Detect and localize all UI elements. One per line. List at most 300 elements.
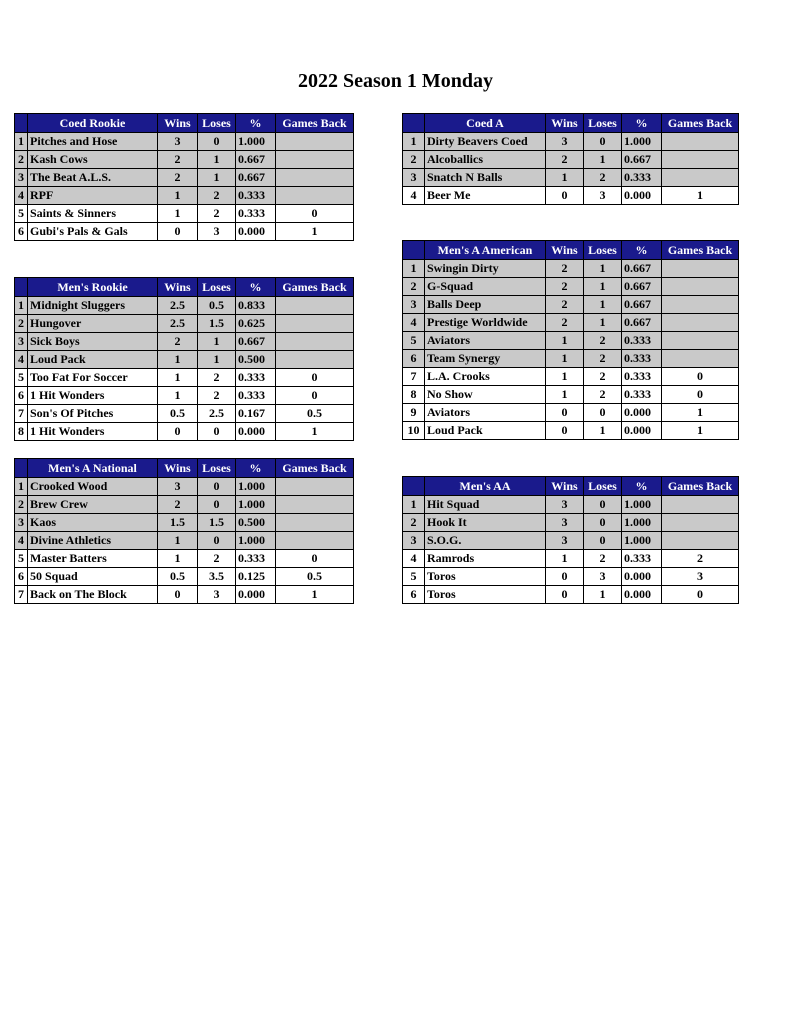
- wins-cell: 1: [546, 169, 584, 187]
- team-name-cell: Back on The Block: [28, 586, 158, 604]
- table-row: [403, 151, 739, 169]
- header-games-back: Games Back: [662, 477, 739, 496]
- table-row: [15, 496, 354, 514]
- rank-cell: 4: [403, 550, 425, 568]
- games-back-cell: [276, 315, 354, 333]
- loses-cell: 2: [584, 386, 622, 404]
- rank-cell: 4: [403, 187, 425, 205]
- wins-cell: 2: [546, 260, 584, 278]
- rank-cell: 6: [15, 387, 28, 405]
- rank-cell: 3: [15, 333, 28, 351]
- team-name-cell: Midnight Sluggers: [28, 297, 158, 315]
- pct-cell: 0.000: [236, 423, 276, 441]
- table-row: [403, 422, 739, 440]
- wins-cell: 2.5: [158, 297, 198, 315]
- loses-cell: 2: [584, 550, 622, 568]
- rank-cell: 5: [403, 568, 425, 586]
- wins-cell: 2: [158, 333, 198, 351]
- rank-cell: 5: [15, 550, 28, 568]
- team-name-cell: Snatch N Balls: [425, 169, 546, 187]
- wins-cell: 1: [158, 532, 198, 550]
- pct-cell: 0.667: [622, 314, 662, 332]
- games-back-cell: 0: [276, 550, 354, 568]
- wins-cell: 3: [158, 478, 198, 496]
- loses-cell: 1: [198, 333, 236, 351]
- team-name-cell: 1 Hit Wonders: [28, 387, 158, 405]
- table-title: Men's A American: [425, 241, 546, 260]
- loses-cell: 2: [198, 369, 236, 387]
- loses-cell: 3: [198, 586, 236, 604]
- loses-cell: 2: [584, 368, 622, 386]
- team-name-cell: Hungover: [28, 315, 158, 333]
- table-row: [15, 133, 354, 151]
- team-name-cell: Ramrods: [425, 550, 546, 568]
- wins-cell: 1: [546, 332, 584, 350]
- rank-cell: 7: [15, 405, 28, 423]
- loses-cell: 3: [584, 568, 622, 586]
- table-row: [15, 405, 354, 423]
- rank-cell: 6: [15, 568, 28, 586]
- table-row: [15, 223, 354, 241]
- loses-cell: 1.5: [198, 315, 236, 333]
- table-row: [403, 514, 739, 532]
- header-games-back: Games Back: [276, 114, 354, 133]
- team-name-cell: Too Fat For Soccer: [28, 369, 158, 387]
- wins-cell: 0: [546, 404, 584, 422]
- table-row: [403, 296, 739, 314]
- header-pct: %: [622, 241, 662, 260]
- games-back-cell: 1: [662, 422, 739, 440]
- wins-cell: 1: [158, 187, 198, 205]
- table-row: [403, 496, 739, 514]
- loses-cell: 1: [584, 278, 622, 296]
- team-name-cell: Master Batters: [28, 550, 158, 568]
- loses-cell: 1: [198, 169, 236, 187]
- table-row: [15, 333, 354, 351]
- pct-cell: 0.625: [236, 315, 276, 333]
- loses-cell: 1: [584, 260, 622, 278]
- team-name-cell: Toros: [425, 568, 546, 586]
- table-row: [15, 550, 354, 568]
- rank-cell: 5: [15, 369, 28, 387]
- loses-cell: 2: [584, 332, 622, 350]
- table-row: [403, 278, 739, 296]
- header-rank-blank: [15, 114, 28, 133]
- rank-cell: 2: [403, 514, 425, 532]
- games-back-cell: [662, 496, 739, 514]
- table-row: [15, 478, 354, 496]
- wins-cell: 0: [158, 586, 198, 604]
- loses-cell: 1.5: [198, 514, 236, 532]
- table-row: [403, 350, 739, 368]
- team-name-cell: Swingin Dirty: [425, 260, 546, 278]
- rank-cell: 2: [15, 496, 28, 514]
- team-name-cell: Alcoballics: [425, 151, 546, 169]
- rank-cell: 5: [15, 205, 28, 223]
- pct-cell: 0.333: [622, 350, 662, 368]
- loses-cell: 1: [584, 422, 622, 440]
- loses-cell: 0: [584, 514, 622, 532]
- table-row: [15, 297, 354, 315]
- pct-cell: 0.333: [236, 387, 276, 405]
- rank-cell: 3: [403, 532, 425, 550]
- games-back-cell: [662, 314, 739, 332]
- wins-cell: 3: [546, 514, 584, 532]
- table-row: [15, 532, 354, 550]
- loses-cell: 2: [584, 350, 622, 368]
- rank-cell: 1: [403, 496, 425, 514]
- team-name-cell: Toros: [425, 586, 546, 604]
- table-row: [403, 568, 739, 586]
- games-back-cell: [662, 296, 739, 314]
- loses-cell: 2: [198, 187, 236, 205]
- team-name-cell: L.A. Crooks: [425, 368, 546, 386]
- rank-cell: 2: [15, 315, 28, 333]
- rank-cell: 4: [15, 532, 28, 550]
- loses-cell: 0: [584, 133, 622, 151]
- table-row: [15, 514, 354, 532]
- games-back-cell: 0: [276, 369, 354, 387]
- pct-cell: 0.000: [622, 586, 662, 604]
- wins-cell: 1: [158, 369, 198, 387]
- pct-cell: 0.667: [622, 278, 662, 296]
- table-row: [15, 187, 354, 205]
- pct-cell: 1.000: [622, 496, 662, 514]
- games-back-cell: [662, 532, 739, 550]
- table-row: [403, 133, 739, 151]
- team-name-cell: G-Squad: [425, 278, 546, 296]
- pct-cell: 1.000: [236, 496, 276, 514]
- wins-cell: 2: [158, 496, 198, 514]
- loses-cell: 0: [584, 404, 622, 422]
- table-row: [403, 386, 739, 404]
- table-row: [15, 586, 354, 604]
- games-back-cell: 2: [662, 550, 739, 568]
- pct-cell: 0.333: [236, 369, 276, 387]
- loses-cell: 0: [198, 532, 236, 550]
- header-games-back: Games Back: [276, 278, 354, 297]
- rank-cell: 10: [403, 422, 425, 440]
- pct-cell: 1.000: [622, 532, 662, 550]
- games-back-cell: [662, 350, 739, 368]
- wins-cell: 0.5: [158, 405, 198, 423]
- mens-a-national-table: [14, 458, 354, 604]
- games-back-cell: [276, 514, 354, 532]
- table-row: [403, 550, 739, 568]
- pct-cell: 0.667: [622, 260, 662, 278]
- rank-cell: 3: [15, 169, 28, 187]
- team-name-cell: Prestige Worldwide: [425, 314, 546, 332]
- team-name-cell: Son's Of Pitches: [28, 405, 158, 423]
- wins-cell: 1: [546, 350, 584, 368]
- rank-cell: 4: [15, 187, 28, 205]
- rank-cell: 8: [15, 423, 28, 441]
- pct-cell: 0.667: [236, 333, 276, 351]
- team-name-cell: Balls Deep: [425, 296, 546, 314]
- games-back-cell: [276, 351, 354, 369]
- team-name-cell: Kaos: [28, 514, 158, 532]
- loses-cell: 1: [198, 351, 236, 369]
- pct-cell: 0.667: [236, 169, 276, 187]
- table-row: [15, 423, 354, 441]
- team-name-cell: Sick Boys: [28, 333, 158, 351]
- coed-rookie-table: [14, 113, 354, 241]
- header-rank-blank: [403, 241, 425, 260]
- table-row: [403, 532, 739, 550]
- pct-cell: 0.333: [236, 550, 276, 568]
- team-name-cell: Hit Squad: [425, 496, 546, 514]
- team-name-cell: Aviators: [425, 332, 546, 350]
- table-row: [15, 169, 354, 187]
- pct-cell: 0.333: [622, 368, 662, 386]
- rank-cell: 9: [403, 404, 425, 422]
- pct-cell: 0.125: [236, 568, 276, 586]
- games-back-cell: [276, 478, 354, 496]
- games-back-cell: 0: [276, 387, 354, 405]
- wins-cell: 1: [546, 386, 584, 404]
- pct-cell: 0.333: [236, 205, 276, 223]
- page-title: 2022 Season 1 Monday: [297, 70, 494, 92]
- header-pct: %: [236, 114, 276, 133]
- team-name-cell: Saints & Sinners: [28, 205, 158, 223]
- games-back-cell: 1: [662, 187, 739, 205]
- header-pct: %: [236, 278, 276, 297]
- games-back-cell: [662, 169, 739, 187]
- table-row: [403, 332, 739, 350]
- pct-cell: 0.000: [622, 187, 662, 205]
- wins-cell: 1: [158, 351, 198, 369]
- loses-cell: 1: [584, 296, 622, 314]
- games-back-cell: 0: [662, 386, 739, 404]
- header-loses: Loses: [584, 241, 622, 260]
- table-title: Men's A National: [28, 459, 158, 478]
- rank-cell: 3: [403, 169, 425, 187]
- team-name-cell: Aviators: [425, 404, 546, 422]
- wins-cell: 0: [546, 568, 584, 586]
- wins-cell: 3: [546, 532, 584, 550]
- rank-cell: 6: [403, 586, 425, 604]
- pct-cell: 0.667: [236, 151, 276, 169]
- rank-cell: 1: [15, 133, 28, 151]
- rank-cell: 2: [403, 151, 425, 169]
- wins-cell: 1: [158, 387, 198, 405]
- team-name-cell: Crooked Wood: [28, 478, 158, 496]
- wins-cell: 1: [158, 550, 198, 568]
- wins-cell: 0: [158, 423, 198, 441]
- table-title: Men's AA: [425, 477, 546, 496]
- wins-cell: 3: [158, 133, 198, 151]
- games-back-cell: [276, 496, 354, 514]
- table-row: [403, 314, 739, 332]
- loses-cell: 0: [584, 496, 622, 514]
- rank-cell: 7: [403, 368, 425, 386]
- team-name-cell: Gubi's Pals & Gals: [28, 223, 158, 241]
- wins-cell: 3: [546, 496, 584, 514]
- games-back-cell: [276, 297, 354, 315]
- loses-cell: 0: [198, 133, 236, 151]
- table-row: [15, 151, 354, 169]
- team-name-cell: Pitches and Hose: [28, 133, 158, 151]
- table-row: [15, 568, 354, 586]
- header-pct: %: [236, 459, 276, 478]
- wins-cell: 0: [546, 422, 584, 440]
- header-wins: Wins: [546, 477, 584, 496]
- table-row: [15, 369, 354, 387]
- table-row: [15, 205, 354, 223]
- table-title: Coed Rookie: [28, 114, 158, 133]
- header-loses: Loses: [198, 278, 236, 297]
- header-loses: Loses: [198, 114, 236, 133]
- team-name-cell: The Beat A.L.S.: [28, 169, 158, 187]
- header-rank-blank: [15, 278, 28, 297]
- table-title: Men's Rookie: [28, 278, 158, 297]
- wins-cell: 0.5: [158, 568, 198, 586]
- pct-cell: 0.333: [622, 169, 662, 187]
- team-name-cell: Brew Crew: [28, 496, 158, 514]
- loses-cell: 1: [584, 151, 622, 169]
- table-row: [403, 169, 739, 187]
- rank-cell: 6: [15, 223, 28, 241]
- team-name-cell: Kash Cows: [28, 151, 158, 169]
- header-games-back: Games Back: [662, 114, 739, 133]
- header-pct: %: [622, 114, 662, 133]
- loses-cell: 0: [198, 496, 236, 514]
- wins-cell: 0: [546, 187, 584, 205]
- loses-cell: 3: [584, 187, 622, 205]
- games-back-cell: [276, 333, 354, 351]
- rank-cell: 5: [403, 332, 425, 350]
- table-row: [403, 368, 739, 386]
- pct-cell: 0.000: [622, 568, 662, 586]
- loses-cell: 2: [198, 550, 236, 568]
- table-title: Coed A: [425, 114, 546, 133]
- team-name-cell: Beer Me: [425, 187, 546, 205]
- team-name-cell: Loud Pack: [28, 351, 158, 369]
- team-name-cell: 1 Hit Wonders: [28, 423, 158, 441]
- loses-cell: 0: [584, 532, 622, 550]
- pct-cell: 0.500: [236, 351, 276, 369]
- team-name-cell: Team Synergy: [425, 350, 546, 368]
- pct-cell: 1.000: [236, 478, 276, 496]
- rank-cell: 3: [403, 296, 425, 314]
- games-back-cell: [662, 514, 739, 532]
- header-loses: Loses: [584, 114, 622, 133]
- header-pct: %: [622, 477, 662, 496]
- loses-cell: 0: [198, 478, 236, 496]
- header-rank-blank: [403, 477, 425, 496]
- wins-cell: 2: [546, 314, 584, 332]
- header-wins: Wins: [546, 241, 584, 260]
- header-rank-blank: [403, 114, 425, 133]
- games-back-cell: 1: [276, 586, 354, 604]
- pct-cell: 0.667: [622, 296, 662, 314]
- mens-rookie-table: [14, 277, 354, 441]
- games-back-cell: 0: [662, 586, 739, 604]
- pct-cell: 0.500: [236, 514, 276, 532]
- loses-cell: 2: [584, 169, 622, 187]
- header-rank-blank: [15, 459, 28, 478]
- loses-cell: 3: [198, 223, 236, 241]
- table-row: [403, 260, 739, 278]
- rank-cell: 1: [15, 297, 28, 315]
- wins-cell: 2.5: [158, 315, 198, 333]
- loses-cell: 1: [584, 586, 622, 604]
- header-loses: Loses: [584, 477, 622, 496]
- mens-a-american-table: [402, 240, 739, 440]
- wins-cell: 1: [158, 205, 198, 223]
- games-back-cell: [662, 151, 739, 169]
- wins-cell: 2: [546, 151, 584, 169]
- pct-cell: 0.333: [622, 386, 662, 404]
- wins-cell: 0: [546, 586, 584, 604]
- games-back-cell: [276, 169, 354, 187]
- pct-cell: 1.000: [622, 133, 662, 151]
- wins-cell: 0: [158, 223, 198, 241]
- loses-cell: 1: [198, 151, 236, 169]
- rank-cell: 1: [403, 133, 425, 151]
- loses-cell: 2: [198, 205, 236, 223]
- pct-cell: 0.000: [236, 223, 276, 241]
- team-name-cell: Loud Pack: [425, 422, 546, 440]
- header-wins: Wins: [158, 114, 198, 133]
- header-wins: Wins: [158, 459, 198, 478]
- table-row: [15, 387, 354, 405]
- team-name-cell: Divine Athletics: [28, 532, 158, 550]
- games-back-cell: 0: [662, 368, 739, 386]
- loses-cell: 1: [584, 314, 622, 332]
- games-back-cell: [662, 260, 739, 278]
- loses-cell: 2: [198, 387, 236, 405]
- table-row: [403, 187, 739, 205]
- games-back-cell: [662, 278, 739, 296]
- games-back-cell: 0.5: [276, 568, 354, 586]
- games-back-cell: [662, 133, 739, 151]
- wins-cell: 1: [546, 368, 584, 386]
- wins-cell: 2: [546, 296, 584, 314]
- rank-cell: 1: [403, 260, 425, 278]
- rank-cell: 7: [15, 586, 28, 604]
- pct-cell: 0.000: [622, 404, 662, 422]
- games-back-cell: [276, 187, 354, 205]
- rank-cell: 2: [15, 151, 28, 169]
- table-row: [403, 404, 739, 422]
- coed-a-table: [402, 113, 739, 205]
- pct-cell: 0.000: [236, 586, 276, 604]
- pct-cell: 0.000: [622, 422, 662, 440]
- rank-cell: 4: [403, 314, 425, 332]
- team-name-cell: 50 Squad: [28, 568, 158, 586]
- loses-cell: 3.5: [198, 568, 236, 586]
- table-row: [15, 315, 354, 333]
- pct-cell: 0.167: [236, 405, 276, 423]
- wins-cell: 2: [158, 151, 198, 169]
- mens-aa-table: [402, 476, 739, 604]
- pct-cell: 0.333: [622, 550, 662, 568]
- header-games-back: Games Back: [276, 459, 354, 478]
- rank-cell: 1: [15, 478, 28, 496]
- pct-cell: 1.000: [236, 133, 276, 151]
- pct-cell: 0.833: [236, 297, 276, 315]
- team-name-cell: No Show: [425, 386, 546, 404]
- rank-cell: 4: [15, 351, 28, 369]
- loses-cell: 0.5: [198, 297, 236, 315]
- games-back-cell: [276, 151, 354, 169]
- games-back-cell: [276, 133, 354, 151]
- team-name-cell: S.O.G.: [425, 532, 546, 550]
- header-loses: Loses: [198, 459, 236, 478]
- games-back-cell: 3: [662, 568, 739, 586]
- wins-cell: 1.5: [158, 514, 198, 532]
